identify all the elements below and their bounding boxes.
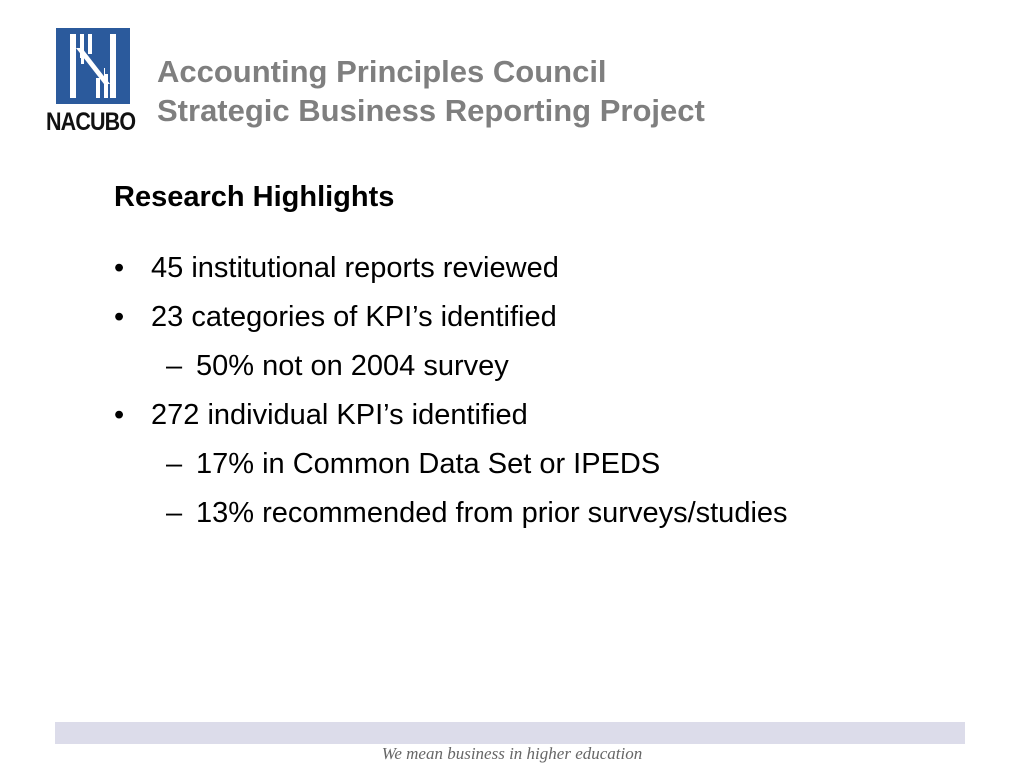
list-item-text: 45 institutional reports reviewed [151,252,559,284]
list-item-text: 13% recommended from prior surveys/studies [196,497,788,529]
list-item-text: 23 categories of KPI’s identified [151,301,557,333]
dash-marker: – [166,448,183,480]
title-line-1: Accounting Principles Council [157,54,607,89]
dash-marker: – [166,497,183,529]
page-title [157,52,705,130]
list-item [114,446,788,495]
dash-marker: – [166,350,183,382]
bullet-marker: • [114,301,125,333]
list-item-text: 272 individual KPI’s identified [151,399,528,431]
bullet-list [114,250,788,544]
nacubo-logo-icon [56,28,130,104]
list-item-text: 17% in Common Data Set or IPEDS [196,448,661,480]
list-item [114,250,788,299]
title-line-2: Strategic Business Reporting Project [157,93,705,128]
list-item [114,348,788,397]
list-item [114,299,788,348]
list-item [114,495,788,544]
bullet-marker: • [114,252,125,284]
logo-wordmark: NACUBO [46,108,136,136]
footer-tagline: We mean business in higher education [381,744,643,763]
nacubo-logo [46,28,140,138]
list-item [114,397,788,446]
list-item-text: 50% not on 2004 survey [196,350,509,382]
section-heading: Research Highlights [114,181,395,213]
bullet-marker: • [114,399,125,431]
footer-bar [55,722,965,744]
